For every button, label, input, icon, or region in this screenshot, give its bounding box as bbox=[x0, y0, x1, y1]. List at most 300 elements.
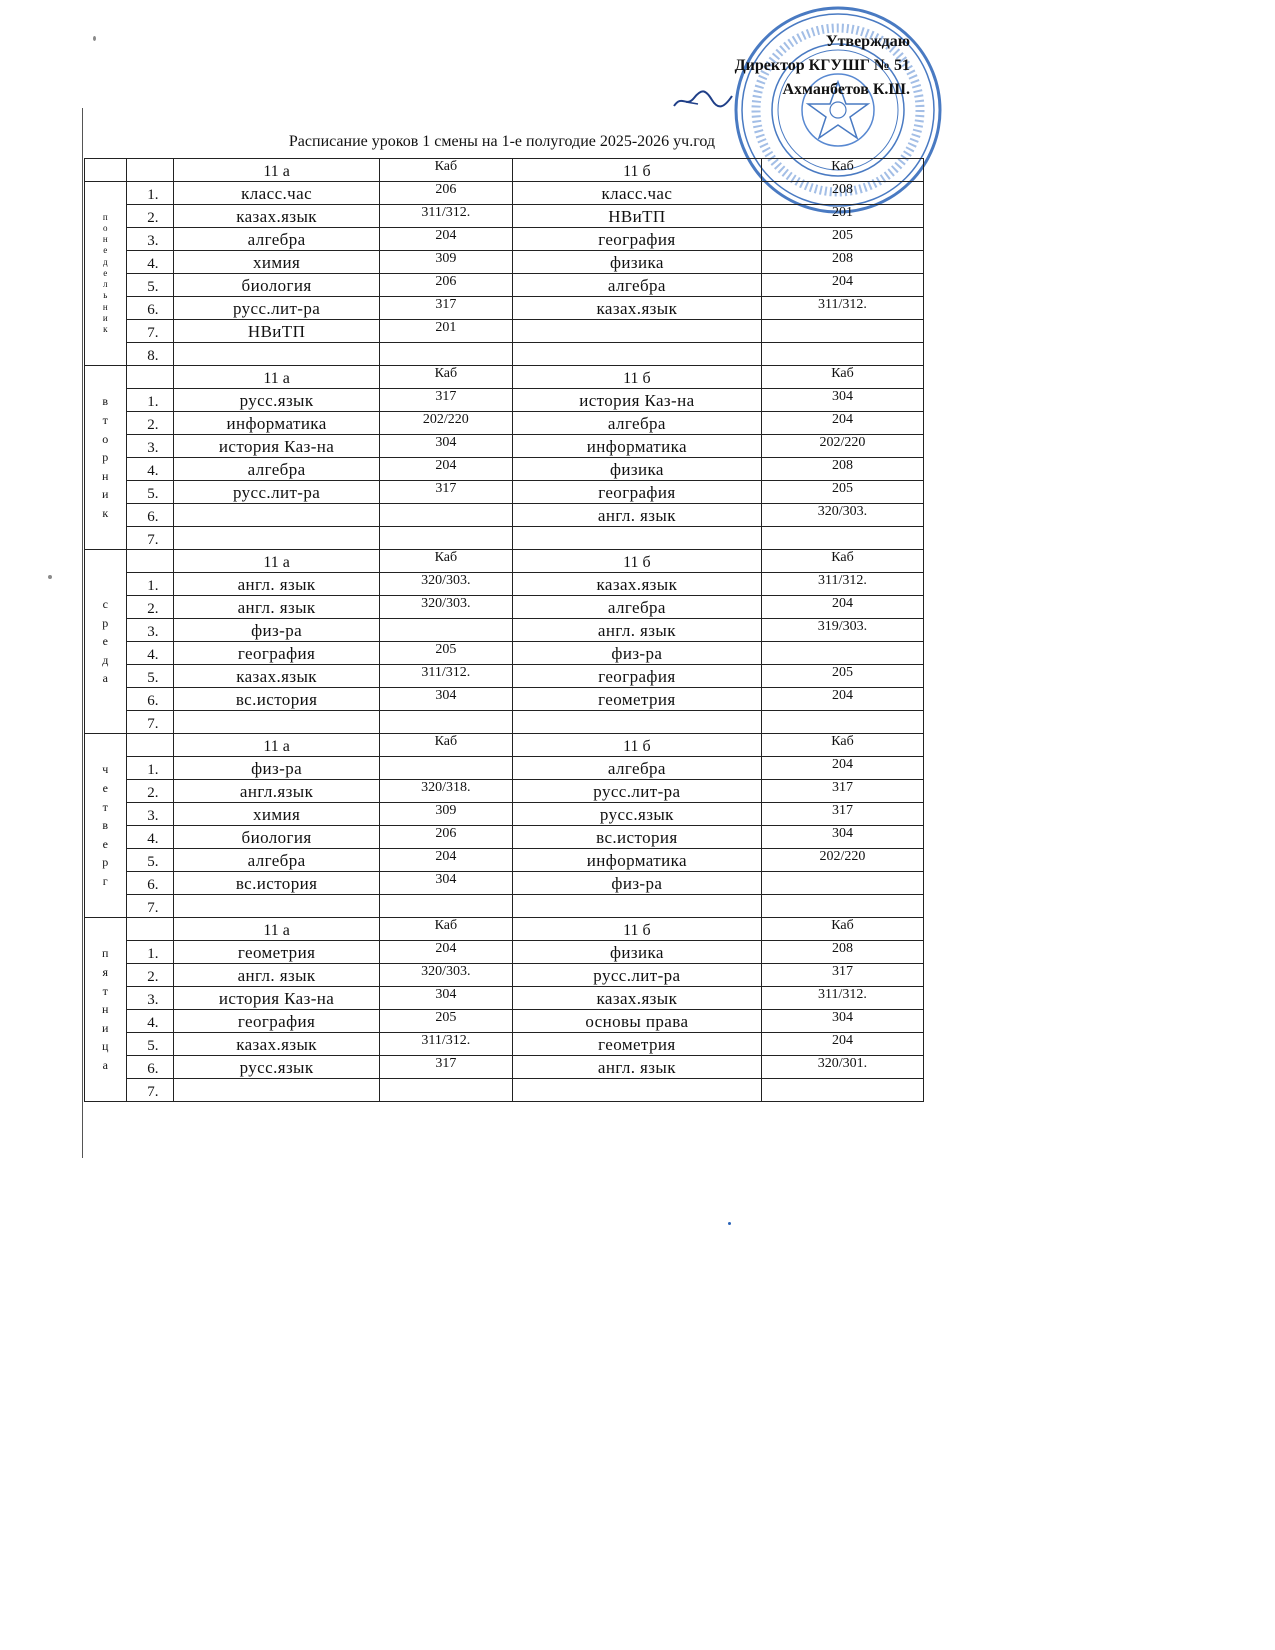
header-class-a: 11 а bbox=[174, 159, 380, 182]
room-class-a: 320/303. bbox=[379, 964, 512, 987]
day-letter: е bbox=[103, 267, 108, 278]
lesson-number: 5. bbox=[126, 481, 174, 504]
subject-class-a bbox=[174, 1079, 380, 1102]
subject-class-b: казах.язык bbox=[512, 987, 761, 1010]
table-row bbox=[85, 205, 924, 228]
subject-class-b: англ. язык bbox=[512, 504, 761, 527]
room-class-b: 204 bbox=[761, 596, 923, 619]
room-class-b: 204 bbox=[761, 1033, 923, 1056]
subject-class-b: алгебра bbox=[512, 412, 761, 435]
room-class-b bbox=[761, 642, 923, 665]
approval-block bbox=[735, 30, 910, 102]
day-header-row bbox=[85, 159, 924, 182]
day-name-vertical bbox=[85, 212, 126, 336]
header-class-b: 11 б bbox=[512, 550, 761, 573]
header-room-a: Каб bbox=[379, 366, 512, 389]
subject-class-b bbox=[512, 1079, 761, 1102]
room-class-b: 317 bbox=[761, 803, 923, 826]
lesson-number: 2. bbox=[126, 964, 174, 987]
approval-position: Директор КГУШГ № 51 bbox=[734, 57, 910, 74]
day-letter: р bbox=[102, 855, 109, 870]
room-class-a: 304 bbox=[379, 872, 512, 895]
room-class-b: 320/301. bbox=[761, 1056, 923, 1079]
room-class-a: 206 bbox=[379, 274, 512, 297]
lesson-number: 3. bbox=[126, 435, 174, 458]
subject-class-a: англ. язык bbox=[174, 573, 380, 596]
room-class-b: 204 bbox=[761, 757, 923, 780]
room-class-b: 202/220 bbox=[761, 849, 923, 872]
page-title: Расписание уроков 1 смены на 1-е полугодие 2025-2026 уч.год bbox=[288, 133, 716, 150]
subject-class-b: история Каз-на bbox=[512, 389, 761, 412]
subject-class-b bbox=[512, 527, 761, 550]
header-class-a: 11 а bbox=[174, 734, 380, 757]
table-row bbox=[85, 274, 924, 297]
subject-class-b: география bbox=[512, 228, 761, 251]
table-row bbox=[85, 688, 924, 711]
room-class-a bbox=[379, 619, 512, 642]
room-class-b: 311/312. bbox=[761, 297, 923, 320]
approval-title: Утверждаю bbox=[825, 33, 910, 50]
table-row bbox=[85, 251, 924, 274]
subject-class-a: класс.час bbox=[174, 182, 380, 205]
subject-class-b: физ-ра bbox=[512, 642, 761, 665]
table-row bbox=[85, 780, 924, 803]
room-class-b: 304 bbox=[761, 826, 923, 849]
day-letter: с bbox=[102, 597, 108, 612]
subject-class-b: основы права bbox=[512, 1010, 761, 1033]
table-row bbox=[85, 964, 924, 987]
room-class-b: 311/312. bbox=[761, 987, 923, 1010]
room-class-b bbox=[761, 527, 923, 550]
table-row bbox=[85, 665, 924, 688]
subject-class-a: алгебра bbox=[174, 228, 380, 251]
room-class-a bbox=[379, 343, 512, 366]
lesson-number: 1. bbox=[126, 182, 174, 205]
subject-class-b bbox=[512, 711, 761, 734]
day-name-vertical bbox=[85, 595, 126, 688]
lesson-number: 6. bbox=[126, 504, 174, 527]
lesson-number: 7. bbox=[126, 711, 174, 734]
subject-class-b bbox=[512, 895, 761, 918]
subject-class-a: русс.язык bbox=[174, 1056, 380, 1079]
lesson-number: 5. bbox=[126, 1033, 174, 1056]
room-class-a: 320/303. bbox=[379, 573, 512, 596]
blank-header-cell bbox=[126, 366, 174, 389]
day-letter: и bbox=[102, 312, 108, 323]
room-class-b: 205 bbox=[761, 481, 923, 504]
lesson-number: 3. bbox=[126, 228, 174, 251]
day-letter: г bbox=[102, 873, 108, 888]
header-class-b: 11 б bbox=[512, 918, 761, 941]
subject-class-a: физ-ра bbox=[174, 619, 380, 642]
subject-class-b: класс.час bbox=[512, 182, 761, 205]
day-letter: я bbox=[102, 965, 109, 980]
lesson-number: 4. bbox=[126, 1010, 174, 1033]
room-class-a bbox=[379, 757, 512, 780]
day-name-vertical bbox=[85, 392, 126, 522]
subject-class-a: химия bbox=[174, 803, 380, 826]
subject-class-a bbox=[174, 527, 380, 550]
subject-class-a: биология bbox=[174, 826, 380, 849]
day-label-1 bbox=[85, 182, 127, 366]
room-class-a bbox=[379, 504, 512, 527]
lesson-number: 5. bbox=[126, 665, 174, 688]
subject-class-b: геометрия bbox=[512, 1033, 761, 1056]
day-letter: л bbox=[103, 279, 108, 290]
room-class-a: 317 bbox=[379, 481, 512, 504]
day-letter: к bbox=[102, 505, 109, 520]
lesson-number: 7. bbox=[126, 1079, 174, 1102]
day-letter: т bbox=[102, 413, 108, 428]
day-letter: н bbox=[102, 1002, 109, 1017]
room-class-a: 204 bbox=[379, 941, 512, 964]
subject-class-b: геометрия bbox=[512, 688, 761, 711]
room-class-b bbox=[761, 343, 923, 366]
subject-class-a: казах.язык bbox=[174, 665, 380, 688]
room-class-b bbox=[761, 320, 923, 343]
lesson-number: 7. bbox=[126, 895, 174, 918]
table-row bbox=[85, 872, 924, 895]
lesson-number: 7. bbox=[126, 320, 174, 343]
day-letter: о bbox=[102, 431, 109, 446]
room-class-b: 205 bbox=[761, 665, 923, 688]
subject-class-a: география bbox=[174, 642, 380, 665]
subject-class-b: англ. язык bbox=[512, 619, 761, 642]
day-letter: к bbox=[103, 324, 108, 335]
room-class-b: 304 bbox=[761, 389, 923, 412]
day-letter: е bbox=[102, 836, 108, 851]
lesson-number: 6. bbox=[126, 688, 174, 711]
day-letter: н bbox=[102, 468, 109, 483]
room-class-a: 202/220 bbox=[379, 412, 512, 435]
subject-class-b: казах.язык bbox=[512, 573, 761, 596]
subject-class-b: география bbox=[512, 481, 761, 504]
day-name-vertical bbox=[85, 760, 126, 890]
lesson-number: 4. bbox=[126, 458, 174, 481]
subject-class-a: НВиТП bbox=[174, 320, 380, 343]
day-name-vertical bbox=[85, 944, 126, 1074]
subject-class-a: казах.язык bbox=[174, 1033, 380, 1056]
timetable bbox=[84, 158, 924, 1102]
subject-class-a: вс.история bbox=[174, 872, 380, 895]
table-row bbox=[85, 435, 924, 458]
day-letter: ч bbox=[102, 762, 109, 777]
subject-class-a: физ-ра bbox=[174, 757, 380, 780]
table-row bbox=[85, 1010, 924, 1033]
subject-class-b: физика bbox=[512, 251, 761, 274]
subject-class-b: алгебра bbox=[512, 757, 761, 780]
subject-class-a: история Каз-на bbox=[174, 435, 380, 458]
subject-class-b: русс.язык bbox=[512, 803, 761, 826]
subject-class-a: англ. язык bbox=[174, 596, 380, 619]
room-class-b: 204 bbox=[761, 274, 923, 297]
room-class-b: 317 bbox=[761, 964, 923, 987]
lesson-number: 2. bbox=[126, 596, 174, 619]
table-row bbox=[85, 320, 924, 343]
lesson-number: 1. bbox=[126, 941, 174, 964]
subject-class-b: физ-ра bbox=[512, 872, 761, 895]
table-row bbox=[85, 849, 924, 872]
day-header-row bbox=[85, 550, 924, 573]
subject-class-a: информатика bbox=[174, 412, 380, 435]
room-class-a: 311/312. bbox=[379, 205, 512, 228]
table-row bbox=[85, 596, 924, 619]
table-row bbox=[85, 711, 924, 734]
room-class-b: 304 bbox=[761, 1010, 923, 1033]
subject-class-b bbox=[512, 320, 761, 343]
room-class-b: 208 bbox=[761, 941, 923, 964]
subject-class-b: англ. язык bbox=[512, 1056, 761, 1079]
timetable-grid bbox=[84, 158, 924, 1102]
room-class-b: 205 bbox=[761, 228, 923, 251]
lesson-number: 3. bbox=[126, 619, 174, 642]
subject-class-b: алгебра bbox=[512, 596, 761, 619]
day-letter: о bbox=[103, 222, 108, 233]
table-row bbox=[85, 504, 924, 527]
lesson-number: 4. bbox=[126, 251, 174, 274]
subject-class-b: физика bbox=[512, 458, 761, 481]
room-class-a: 204 bbox=[379, 228, 512, 251]
lesson-number: 2. bbox=[126, 412, 174, 435]
subject-class-a: алгебра bbox=[174, 458, 380, 481]
blank-header-cell bbox=[85, 159, 127, 182]
signature-mark bbox=[672, 88, 734, 112]
lesson-number: 5. bbox=[126, 274, 174, 297]
lesson-number: 6. bbox=[126, 1056, 174, 1079]
table-row bbox=[85, 343, 924, 366]
subject-class-b: русс.лит-ра bbox=[512, 780, 761, 803]
lesson-number: 1. bbox=[126, 573, 174, 596]
room-class-a: 311/312. bbox=[379, 665, 512, 688]
table-row bbox=[85, 527, 924, 550]
header-room-a: Каб bbox=[379, 550, 512, 573]
lesson-number: 6. bbox=[126, 297, 174, 320]
blank-header-cell bbox=[126, 734, 174, 757]
header-class-a: 11 а bbox=[174, 366, 380, 389]
room-class-b bbox=[761, 711, 923, 734]
page-margin-line bbox=[82, 108, 83, 1158]
room-class-a: 201 bbox=[379, 320, 512, 343]
lesson-number: 1. bbox=[126, 389, 174, 412]
room-class-b: 204 bbox=[761, 688, 923, 711]
day-header-row bbox=[85, 366, 924, 389]
room-class-a bbox=[379, 527, 512, 550]
table-row bbox=[85, 642, 924, 665]
table-row bbox=[85, 1033, 924, 1056]
room-class-b bbox=[761, 895, 923, 918]
header-class-b: 11 б bbox=[512, 734, 761, 757]
lesson-number: 2. bbox=[126, 780, 174, 803]
lesson-number: 4. bbox=[126, 826, 174, 849]
header-room-a: Каб bbox=[379, 918, 512, 941]
room-class-b: 311/312. bbox=[761, 573, 923, 596]
room-class-a bbox=[379, 1079, 512, 1102]
day-letter: и bbox=[102, 1020, 109, 1035]
day-letter: н bbox=[102, 234, 108, 245]
subject-class-b: география bbox=[512, 665, 761, 688]
room-class-a: 304 bbox=[379, 987, 512, 1010]
day-letter: в bbox=[102, 394, 109, 409]
day-label-3 bbox=[85, 550, 127, 734]
header-room-b: Каб bbox=[761, 366, 923, 389]
subject-class-a: алгебра bbox=[174, 849, 380, 872]
day-letter: а bbox=[102, 1057, 108, 1072]
day-letter: д bbox=[102, 256, 108, 267]
table-row bbox=[85, 297, 924, 320]
approval-name: Ахманбетов К.Ш. bbox=[782, 81, 910, 98]
subject-class-a bbox=[174, 711, 380, 734]
day-letter: т bbox=[102, 983, 108, 998]
table-row bbox=[85, 757, 924, 780]
subject-class-a: география bbox=[174, 1010, 380, 1033]
room-class-a: 317 bbox=[379, 297, 512, 320]
header-class-b: 11 б bbox=[512, 159, 761, 182]
room-class-a: 204 bbox=[379, 458, 512, 481]
day-letter: и bbox=[102, 487, 109, 502]
table-row bbox=[85, 895, 924, 918]
room-class-b: 208 bbox=[761, 251, 923, 274]
table-row bbox=[85, 182, 924, 205]
day-label-4 bbox=[85, 734, 127, 918]
room-class-a: 320/303. bbox=[379, 596, 512, 619]
subject-class-a: русс.лит-ра bbox=[174, 297, 380, 320]
header-room-b: Каб bbox=[761, 159, 923, 182]
table-row bbox=[85, 1079, 924, 1102]
subject-class-a: биология bbox=[174, 274, 380, 297]
room-class-a: 320/318. bbox=[379, 780, 512, 803]
room-class-a: 304 bbox=[379, 688, 512, 711]
subject-class-b: вс.история bbox=[512, 826, 761, 849]
table-row bbox=[85, 826, 924, 849]
room-class-a: 205 bbox=[379, 1010, 512, 1033]
subject-class-b: НВиТП bbox=[512, 205, 761, 228]
subject-class-a: русс.язык bbox=[174, 389, 380, 412]
room-class-a: 317 bbox=[379, 389, 512, 412]
day-label-2 bbox=[85, 366, 127, 550]
header-class-b: 11 б bbox=[512, 366, 761, 389]
room-class-b: 201 bbox=[761, 205, 923, 228]
table-row bbox=[85, 458, 924, 481]
table-row bbox=[85, 412, 924, 435]
room-class-b: 319/303. bbox=[761, 619, 923, 642]
table-row bbox=[85, 228, 924, 251]
table-row bbox=[85, 941, 924, 964]
table-row bbox=[85, 389, 924, 412]
room-class-a: 206 bbox=[379, 826, 512, 849]
table-row bbox=[85, 987, 924, 1010]
subject-class-b: информатика bbox=[512, 849, 761, 872]
lesson-number: 1. bbox=[126, 757, 174, 780]
scan-speck bbox=[93, 36, 96, 41]
lesson-number: 6. bbox=[126, 872, 174, 895]
scan-speck bbox=[728, 1222, 731, 1225]
room-class-b: 208 bbox=[761, 182, 923, 205]
table-row bbox=[85, 1056, 924, 1079]
table-row bbox=[85, 481, 924, 504]
room-class-a: 204 bbox=[379, 849, 512, 872]
subject-class-a: история Каз-на bbox=[174, 987, 380, 1010]
header-room-b: Каб bbox=[761, 918, 923, 941]
room-class-b: 320/303. bbox=[761, 504, 923, 527]
subject-class-a: вс.история bbox=[174, 688, 380, 711]
blank-header-cell bbox=[126, 550, 174, 573]
room-class-a: 304 bbox=[379, 435, 512, 458]
day-letter: п bbox=[102, 211, 108, 222]
subject-class-b bbox=[512, 343, 761, 366]
day-letter: р bbox=[102, 615, 109, 630]
day-letter: н bbox=[102, 301, 108, 312]
table-row bbox=[85, 573, 924, 596]
day-label-5 bbox=[85, 918, 127, 1102]
subject-class-a bbox=[174, 895, 380, 918]
room-class-a: 205 bbox=[379, 642, 512, 665]
room-class-b: 202/220 bbox=[761, 435, 923, 458]
header-room-b: Каб bbox=[761, 550, 923, 573]
room-class-a: 309 bbox=[379, 803, 512, 826]
day-letter: в bbox=[102, 818, 109, 833]
day-letter: ь bbox=[103, 290, 108, 301]
table-row bbox=[85, 619, 924, 642]
subject-class-b: алгебра bbox=[512, 274, 761, 297]
lesson-number: 7. bbox=[126, 527, 174, 550]
lesson-number: 2. bbox=[126, 205, 174, 228]
day-letter: а bbox=[102, 671, 108, 686]
room-class-b: 317 bbox=[761, 780, 923, 803]
room-class-b: 208 bbox=[761, 458, 923, 481]
room-class-a: 317 bbox=[379, 1056, 512, 1079]
header-class-a: 11 а bbox=[174, 918, 380, 941]
subject-class-b: русс.лит-ра bbox=[512, 964, 761, 987]
day-letter: т bbox=[102, 799, 108, 814]
blank-header-cell bbox=[126, 918, 174, 941]
day-letter: ц bbox=[102, 1039, 109, 1054]
day-letter: д bbox=[102, 652, 109, 667]
room-class-b bbox=[761, 1079, 923, 1102]
subject-class-a: англ. язык bbox=[174, 964, 380, 987]
subject-class-a: англ.язык bbox=[174, 780, 380, 803]
subject-class-a: химия bbox=[174, 251, 380, 274]
day-letter: е bbox=[103, 245, 108, 256]
lesson-number: 3. bbox=[126, 987, 174, 1010]
room-class-a: 206 bbox=[379, 182, 512, 205]
room-class-a: 309 bbox=[379, 251, 512, 274]
room-class-a: 311/312. bbox=[379, 1033, 512, 1056]
subject-class-b: физика bbox=[512, 941, 761, 964]
room-class-b: 204 bbox=[761, 412, 923, 435]
lesson-number: 4. bbox=[126, 642, 174, 665]
subject-class-a: казах.язык bbox=[174, 205, 380, 228]
lesson-number: 5. bbox=[126, 849, 174, 872]
table-row bbox=[85, 803, 924, 826]
scan-speck bbox=[48, 575, 52, 579]
room-class-b bbox=[761, 872, 923, 895]
day-letter: р bbox=[102, 450, 109, 465]
subject-class-b: информатика bbox=[512, 435, 761, 458]
room-class-a bbox=[379, 711, 512, 734]
day-header-row bbox=[85, 734, 924, 757]
day-header-row bbox=[85, 918, 924, 941]
subject-class-a bbox=[174, 504, 380, 527]
header-room-a: Каб bbox=[379, 159, 512, 182]
subject-class-b: казах.язык bbox=[512, 297, 761, 320]
room-class-a bbox=[379, 895, 512, 918]
lesson-number: 3. bbox=[126, 803, 174, 826]
subject-class-a bbox=[174, 343, 380, 366]
subject-class-a: геометрия bbox=[174, 941, 380, 964]
blank-header-cell bbox=[126, 159, 174, 182]
header-class-a: 11 а bbox=[174, 550, 380, 573]
day-letter: е bbox=[102, 634, 108, 649]
